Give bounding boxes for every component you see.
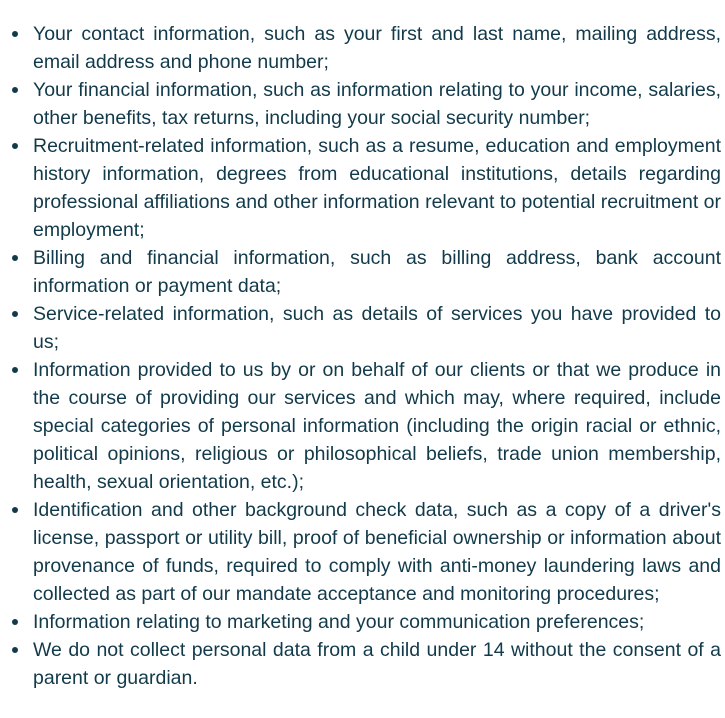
list-item-text: Identification and other background check data, such as a copy of a driver's license, passport or utility bill, proof of beneficial ownership or information about provenance of funds, required to comply with anti-money laundering laws and collected as part of our mandate acceptance and monitoring procedures; xyxy=(33,499,721,605)
list-item-text: Recruitment-related information, such as a resume, education and employment history information, degrees from educational institutions, details regarding professional affiliations and other information relevant to potential recruitment or employment; xyxy=(33,135,721,241)
personal-data-list-section xyxy=(0,20,721,692)
list-item xyxy=(0,496,721,608)
list-item-text: Billing and financial information, such as billing address, bank account information or payment data; xyxy=(33,247,721,297)
bullet-icon xyxy=(12,619,18,625)
list-item-text: We do not collect personal data from a child under 14 without the consent of a parent or guardian. xyxy=(33,639,721,689)
bullet-icon xyxy=(12,311,18,317)
list-item-text: Your contact information, such as your first and last name, mailing address, email address and phone number; xyxy=(33,23,721,73)
bullet-icon xyxy=(12,143,18,149)
list-item-text: Service-related information, such as details of services you have provided to us; xyxy=(33,303,721,353)
bullet-icon xyxy=(12,507,18,513)
bullet-icon xyxy=(12,647,18,653)
list-item xyxy=(0,244,721,300)
list-item xyxy=(0,20,721,76)
list-item xyxy=(0,132,721,244)
list-item xyxy=(0,356,721,496)
list-item-text: Information relating to marketing and your communication preferences; xyxy=(33,611,645,633)
list-item-text: Information provided to us by or on behalf of our clients or that we produce in the course of providing our services and which may, where required, include special categories of personal information (including the origin racial or ethnic, political opinions, religious or philosophical beliefs, trade union membership, health, sexual orientation, etc.); xyxy=(33,359,721,493)
personal-data-bullet-list xyxy=(0,20,721,692)
list-item xyxy=(0,76,721,132)
bullet-icon xyxy=(12,367,18,373)
bullet-icon xyxy=(12,31,18,37)
bullet-icon xyxy=(12,255,18,261)
list-item xyxy=(0,608,721,636)
list-item xyxy=(0,636,721,692)
list-item-text: Your financial information, such as information relating to your income, salaries, other benefits, tax returns, including your social security number; xyxy=(33,79,721,129)
list-item xyxy=(0,300,721,356)
bullet-icon xyxy=(12,87,18,93)
